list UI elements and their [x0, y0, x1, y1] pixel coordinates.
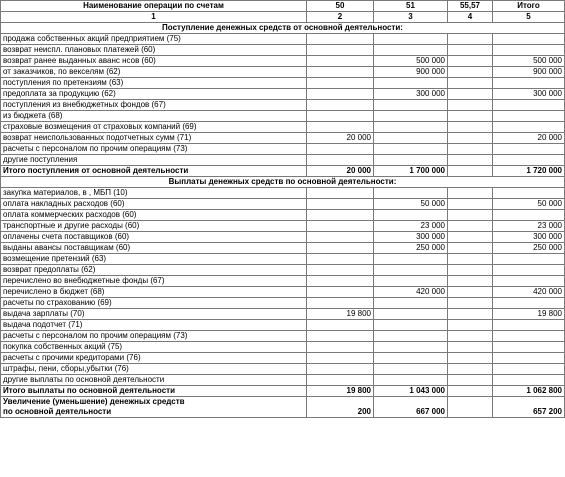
section-title-inflows: Поступление денежных средств от основной деятельности: — [1, 23, 565, 34]
amount-cell — [374, 122, 448, 133]
amount-cell — [448, 364, 493, 375]
total-value — [448, 386, 493, 397]
table-row — [1, 298, 565, 309]
header-total: Итого — [493, 1, 565, 12]
amount-cell: 50 000 — [493, 199, 565, 210]
amount-cell: 300 000 — [493, 232, 565, 243]
table-row — [1, 188, 565, 199]
total-row — [1, 166, 565, 177]
amount-cell — [307, 287, 374, 298]
operation-label: транспортные и другие расходы (60) — [1, 221, 307, 232]
amount-cell — [493, 210, 565, 221]
operation-label: возврат неиспл. плановых платежей (60) — [1, 45, 307, 56]
amount-cell — [307, 353, 374, 364]
net-change-row — [1, 397, 565, 408]
table-row — [1, 375, 565, 386]
operation-label: расчеты по страхованию (69) — [1, 298, 307, 309]
amount-cell — [448, 199, 493, 210]
operation-label: оплата коммерческих расходов (60) — [1, 210, 307, 221]
operation-label: перечислено во внебюджетные фонды (67) — [1, 276, 307, 287]
header-row — [1, 1, 565, 12]
amount-cell — [374, 144, 448, 155]
net-change-row — [1, 407, 565, 418]
total-value — [448, 166, 493, 177]
table-row — [1, 221, 565, 232]
amount-cell — [307, 34, 374, 45]
header-operation: Наименование операции по счетам — [1, 1, 307, 12]
table-row — [1, 353, 565, 364]
operation-label: расчеты с персоналом по прочим операциям (73) — [1, 144, 307, 155]
column-number: 1 — [1, 12, 307, 23]
operation-label: возврат ранее выданных аванс нсов (60) — [1, 56, 307, 67]
table-row — [1, 89, 565, 100]
operation-label: штрафы, пени, сборы,убытки (76) — [1, 364, 307, 375]
amount-cell — [448, 375, 493, 386]
table-row — [1, 276, 565, 287]
amount-cell — [307, 243, 374, 254]
amount-cell — [448, 309, 493, 320]
table-row — [1, 155, 565, 166]
header-account-50: 50 — [307, 1, 374, 12]
table-row — [1, 342, 565, 353]
amount-cell — [493, 320, 565, 331]
amount-cell — [448, 144, 493, 155]
operation-label: перечислено в бюджет (68) — [1, 287, 307, 298]
amount-cell — [448, 111, 493, 122]
amount-cell — [307, 221, 374, 232]
amount-cell — [448, 298, 493, 309]
amount-cell — [374, 276, 448, 287]
operation-label: продажа собственных акций предприятием (75) — [1, 34, 307, 45]
amount-cell — [307, 331, 374, 342]
table-row — [1, 67, 565, 78]
table-row — [1, 111, 565, 122]
net-change-label-line1: Увеличение (уменьшение) денежных средств — [1, 397, 307, 408]
amount-cell — [307, 144, 374, 155]
amount-cell — [448, 188, 493, 199]
amount-cell — [448, 133, 493, 144]
amount-cell — [374, 210, 448, 221]
amount-cell — [448, 342, 493, 353]
section-title-row — [1, 23, 565, 34]
amount-cell — [374, 45, 448, 56]
amount-cell — [493, 155, 565, 166]
amount-cell — [374, 342, 448, 353]
amount-cell — [374, 188, 448, 199]
amount-cell — [493, 298, 565, 309]
table-row — [1, 34, 565, 45]
operation-label: страховые возмещения от страховых компаний (69) — [1, 122, 307, 133]
amount-cell — [307, 298, 374, 309]
table-row — [1, 364, 565, 375]
amount-cell: 900 000 — [374, 67, 448, 78]
amount-cell — [493, 265, 565, 276]
amount-cell: 250 000 — [493, 243, 565, 254]
amount-cell — [493, 111, 565, 122]
amount-cell — [374, 155, 448, 166]
amount-cell — [493, 276, 565, 287]
table-row — [1, 287, 565, 298]
amount-cell — [493, 122, 565, 133]
amount-cell — [307, 276, 374, 287]
amount-cell — [307, 89, 374, 100]
table-row — [1, 232, 565, 243]
amount-cell — [374, 320, 448, 331]
table-row — [1, 100, 565, 111]
table-row — [1, 122, 565, 133]
amount-cell: 300 000 — [374, 232, 448, 243]
amount-cell — [307, 342, 374, 353]
table-row — [1, 243, 565, 254]
net-change-value — [448, 407, 493, 418]
amount-cell: 420 000 — [493, 287, 565, 298]
amount-cell: 300 000 — [374, 89, 448, 100]
amount-cell — [493, 342, 565, 353]
operation-label: закупка материалов, в , МБП (10) — [1, 188, 307, 199]
operation-label: возврат предоплаты (62) — [1, 265, 307, 276]
header-account-51: 51 — [374, 1, 448, 12]
amount-cell — [307, 254, 374, 265]
amount-cell — [448, 353, 493, 364]
operation-label: возврат неиспользованных подотчетных сумм (71) — [1, 133, 307, 144]
amount-cell — [493, 100, 565, 111]
amount-cell — [374, 331, 448, 342]
amount-cell: 20 000 — [307, 133, 374, 144]
amount-cell — [307, 155, 374, 166]
amount-cell — [448, 56, 493, 67]
table-row — [1, 199, 565, 210]
amount-cell — [374, 309, 448, 320]
amount-cell — [307, 188, 374, 199]
amount-cell — [448, 89, 493, 100]
amount-cell — [493, 254, 565, 265]
amount-cell — [307, 56, 374, 67]
amount-cell — [307, 265, 374, 276]
section-title-row — [1, 177, 565, 188]
table-row — [1, 133, 565, 144]
section-title-outflows: Выплаты денежных средств по основной деятельности: — [1, 177, 565, 188]
operation-label: поступления из внебюджетных фондов (67) — [1, 100, 307, 111]
amount-cell: 20 000 — [493, 133, 565, 144]
amount-cell — [374, 111, 448, 122]
operation-label: оплата накладных расходов (60) — [1, 199, 307, 210]
operation-label: из бюджета (68) — [1, 111, 307, 122]
operation-label: поступления по претензиям (63) — [1, 78, 307, 89]
table-row — [1, 331, 565, 342]
total-row — [1, 386, 565, 397]
amount-cell: 19 800 — [307, 309, 374, 320]
amount-cell — [448, 67, 493, 78]
amount-cell: 250 000 — [374, 243, 448, 254]
operation-label: выданы авансы поставщикам (60) — [1, 243, 307, 254]
total-value: 1 062 800 — [493, 386, 565, 397]
amount-cell — [374, 375, 448, 386]
amount-cell — [374, 78, 448, 89]
column-number: 4 — [448, 12, 493, 23]
amount-cell: 500 000 — [493, 56, 565, 67]
amount-cell — [493, 188, 565, 199]
amount-cell: 23 000 — [374, 221, 448, 232]
amount-cell — [307, 210, 374, 221]
table-row — [1, 210, 565, 221]
operation-label: от заказчиков, по векселям (62) — [1, 67, 307, 78]
amount-cell — [448, 155, 493, 166]
operation-label: предоплата за продукцию (62) — [1, 89, 307, 100]
amount-cell — [448, 276, 493, 287]
amount-cell: 300 000 — [493, 89, 565, 100]
table-row — [1, 309, 565, 320]
column-number-row — [1, 12, 565, 23]
operation-label: расчеты с прочими кредиторами (76) — [1, 353, 307, 364]
net-change-label-line2: по основной деятельности — [1, 407, 307, 418]
amount-cell — [307, 100, 374, 111]
operation-label: другие поступления — [1, 155, 307, 166]
amount-cell: 19 800 — [493, 309, 565, 320]
table-row — [1, 78, 565, 89]
total-label: Итого выплаты по основной деятельности — [1, 386, 307, 397]
amount-cell — [448, 331, 493, 342]
total-value: 1 700 000 — [374, 166, 448, 177]
amount-cell — [374, 364, 448, 375]
amount-cell — [448, 243, 493, 254]
amount-cell — [307, 45, 374, 56]
amount-cell — [493, 45, 565, 56]
amount-cell — [493, 78, 565, 89]
amount-cell — [448, 100, 493, 111]
operation-label: возмещение претензий (63) — [1, 254, 307, 265]
total-value: 20 000 — [307, 166, 374, 177]
table-row — [1, 265, 565, 276]
amount-cell — [493, 34, 565, 45]
amount-cell — [448, 265, 493, 276]
amount-cell — [493, 353, 565, 364]
total-value: 19 800 — [307, 386, 374, 397]
header-account-55-57: 55,57 — [448, 1, 493, 12]
amount-cell — [374, 100, 448, 111]
total-value: 1 043 000 — [374, 386, 448, 397]
amount-cell — [493, 144, 565, 155]
amount-cell — [307, 122, 374, 133]
amount-cell — [307, 232, 374, 243]
amount-cell — [448, 320, 493, 331]
amount-cell — [374, 133, 448, 144]
net-change-value: 657 200 — [493, 407, 565, 418]
amount-cell — [448, 232, 493, 243]
net-change-value: 667 000 — [374, 407, 448, 418]
table-row — [1, 320, 565, 331]
amount-cell — [493, 331, 565, 342]
net-change-value: 200 — [307, 407, 374, 418]
amount-cell — [448, 287, 493, 298]
amount-cell — [307, 375, 374, 386]
operation-label: другие выплаты по основной деятельности — [1, 375, 307, 386]
amount-cell — [374, 34, 448, 45]
table-row — [1, 254, 565, 265]
column-number: 3 — [374, 12, 448, 23]
amount-cell — [374, 254, 448, 265]
amount-cell — [374, 353, 448, 364]
table-row — [1, 56, 565, 67]
operation-label: выдача зарплаты (70) — [1, 309, 307, 320]
amount-cell — [448, 254, 493, 265]
amount-cell: 420 000 — [374, 287, 448, 298]
cash-flow-table-body — [1, 1, 565, 418]
amount-cell — [307, 364, 374, 375]
amount-cell — [448, 45, 493, 56]
amount-cell — [448, 34, 493, 45]
amount-cell — [307, 78, 374, 89]
amount-cell — [307, 320, 374, 331]
column-number: 5 — [493, 12, 565, 23]
amount-cell — [448, 221, 493, 232]
operation-label: оплачены счета поставщиков (60) — [1, 232, 307, 243]
amount-cell — [374, 298, 448, 309]
amount-cell — [307, 111, 374, 122]
operation-label: покупка собственных акций (75) — [1, 342, 307, 353]
amount-cell — [448, 210, 493, 221]
table-row — [1, 45, 565, 56]
amount-cell: 500 000 — [374, 56, 448, 67]
amount-cell: 900 000 — [493, 67, 565, 78]
amount-cell — [493, 364, 565, 375]
amount-cell — [448, 122, 493, 133]
amount-cell — [307, 199, 374, 210]
table-row — [1, 144, 565, 155]
total-label: Итого поступления от основной деятельности — [1, 166, 307, 177]
amount-cell — [448, 78, 493, 89]
operation-label: выдача подотчет (71) — [1, 320, 307, 331]
amount-cell — [374, 265, 448, 276]
amount-cell — [307, 67, 374, 78]
amount-cell: 50 000 — [374, 199, 448, 210]
amount-cell: 23 000 — [493, 221, 565, 232]
operation-label: расчеты с персоналом по прочим операциям (73) — [1, 331, 307, 342]
total-value: 1 720 000 — [493, 166, 565, 177]
column-number: 2 — [307, 12, 374, 23]
amount-cell — [493, 375, 565, 386]
